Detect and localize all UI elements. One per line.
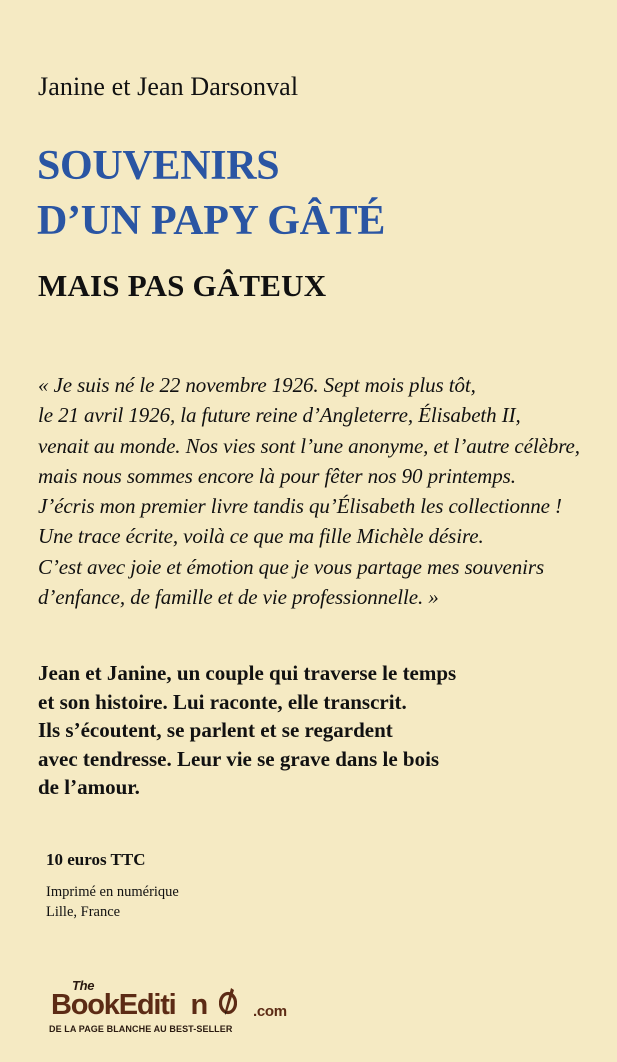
publisher-logo [48, 980, 298, 1040]
summary-line: et son histoire. Lui raconte, elle transcrit. [38, 689, 407, 714]
quote-line: Une trace écrite, voilà ce que ma fille Michèle désire. [38, 524, 484, 549]
logo-tagline: DE LA PAGE BLANCHE AU BEST-SELLER [49, 1024, 233, 1034]
author-quote [38, 370, 580, 612]
summary-line: avec tendresse. Leur vie se grave dans le bois [38, 746, 440, 771]
book-subtitle: MAIS PAS GÂTEUX [38, 268, 327, 303]
logo-domain: .com [253, 1003, 287, 1020]
summary-line: Ils s’écoutent, se parlent et se regardent [38, 718, 393, 743]
logo-brand-name [51, 988, 207, 1022]
quote-line: d’enfance, de famille et de vie professionnelle. » [38, 585, 439, 610]
logo-the-text: The [72, 978, 95, 993]
quote-line: C’est avec joie et émotion que je vous partage mes souvenirs [38, 554, 545, 579]
book-title-line-2: D’UN PAPY GÂTÉ [37, 198, 386, 244]
quote-line: le 21 avril 1926, la future reine d’Angleterre, Élisabeth II, [38, 403, 521, 428]
book-title-line-1: SOUVENIRS [37, 143, 280, 189]
print-method: Imprimé en numérique [46, 884, 179, 900]
author-names: Janine et Jean Darsonval [38, 72, 299, 101]
quote-line: venait au monde. Nos vies sont l’une anonyme, et l’autre célèbre, [38, 433, 580, 458]
logo-brand-part2: n [190, 989, 208, 1021]
summary-line: de l’amour. [38, 775, 140, 800]
logo-brand-part1: BookEditi [51, 989, 176, 1021]
print-location: Lille, France [46, 904, 121, 920]
print-info [46, 882, 179, 922]
quote-line: J’écris mon premier livre tandis qu’Élisabeth les collectionne ! [38, 494, 562, 519]
summary-line: Jean et Janine, un couple qui traverse le temps [38, 661, 457, 685]
price-label: 10 euros TTC [46, 850, 146, 869]
quote-line: mais nous sommes encore là pour fêter nos 90 printemps. [38, 463, 516, 488]
pen-nib-icon [219, 986, 237, 1016]
book-title [37, 139, 385, 249]
book-summary [38, 659, 456, 802]
quote-line: « Je suis né le 22 novembre 1926. Sept mois plus tôt, [38, 373, 476, 397]
